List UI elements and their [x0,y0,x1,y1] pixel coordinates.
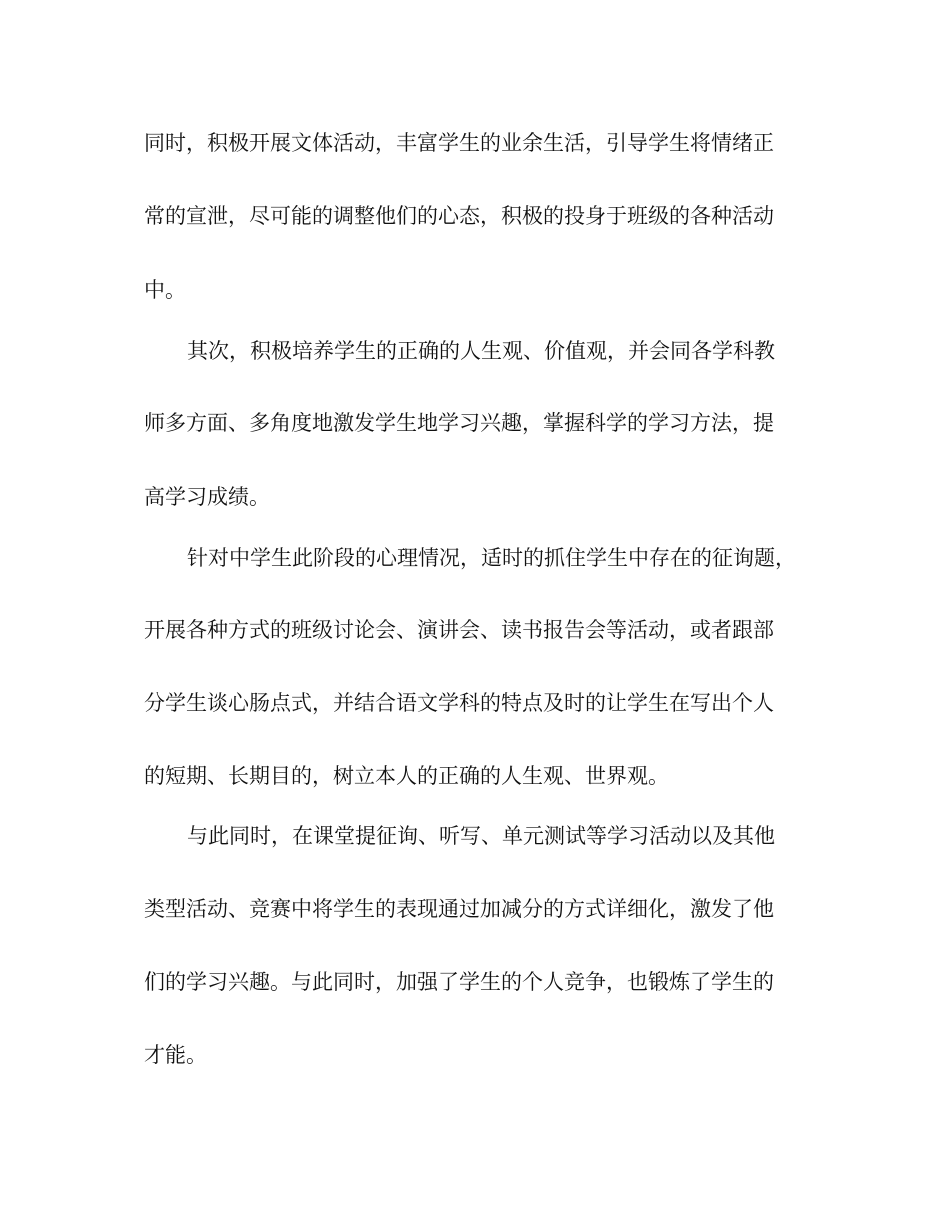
text-line: 师多方面、多角度地激发学生地学习兴趣，掌握科学的学习方法，提 [144,411,774,435]
text-line: 才能。 [144,1043,207,1067]
text-line: 类型活动、竞赛中将学生的表现通过加减分的方式详细化，激发了他 [144,897,774,921]
text-line: 其次，积极培养学生的正确的人生观、价值观，并会同各学科教 [187,339,775,363]
text-line: 开展各种方式的班级讨论会、演讲会、读书报告会等活动，或者跟部 [144,618,774,642]
text-line: 的短期、长期目的，树立本人的正确的人生观、世界观。 [144,764,669,788]
text-line: 们的学习兴趣。与此同时，加强了学生的个人竞争，也锻炼了学生的 [144,970,774,994]
text-line: 中。 [144,278,186,302]
text-line: 常的宣泄，尽可能的调整他们的心态，积极的投身于班级的各种活动 [144,204,774,228]
text-line: 高学习成绩。 [144,485,270,509]
text-line: 针对中学生此阶段的心理情况，适时的抓住学生中存在的征询题， [187,546,796,570]
text-line: 与此同时，在课堂提征询、听写、单元测试等学习活动以及其他 [187,824,775,848]
text-line: 同时，积极开展文体活动，丰富学生的业余生活，引导学生将情绪正 [144,131,774,155]
text-line: 分学生谈心肠点式，并结合语文学科的特点及时的让学生在写出个人 [144,691,774,715]
